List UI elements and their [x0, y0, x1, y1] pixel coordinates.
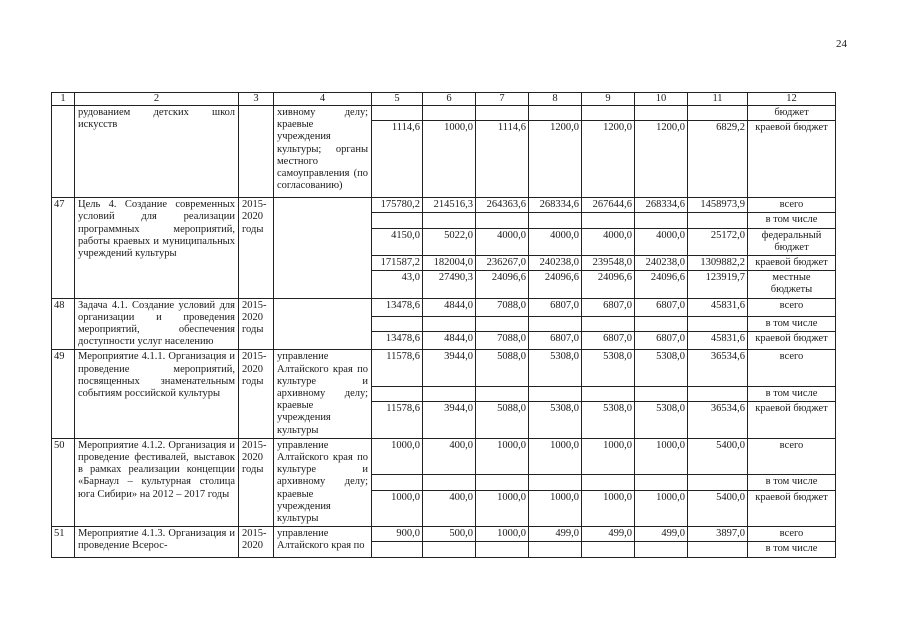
value-cell: 1458973,9	[688, 198, 748, 213]
table-row	[52, 298, 836, 316]
value-cell: 1000,0	[529, 490, 582, 527]
value-cell: 11578,6	[372, 402, 423, 439]
funding-source: федеральный бюджет	[748, 228, 836, 255]
value-cell: 400,0	[423, 490, 476, 527]
value-cell: 240238,0	[635, 256, 688, 271]
value-cell: 268334,6	[635, 198, 688, 213]
value-cell	[423, 542, 476, 557]
value-cell: 3897,0	[688, 527, 748, 542]
value-cell	[476, 387, 529, 402]
funding-source: в том числе	[748, 213, 836, 228]
value-cell: 900,0	[372, 527, 423, 542]
row-responsible: хивному делу; краевые учреждения культуры; органы местного самоуправления (по согласованию)	[274, 106, 372, 198]
value-cell: 268334,6	[529, 198, 582, 213]
value-cell	[688, 106, 748, 121]
column-header: 9	[582, 93, 635, 106]
row-period: 2015-2020 годы	[239, 198, 274, 298]
value-cell	[635, 213, 688, 228]
value-cell: 214516,3	[423, 198, 476, 213]
value-cell: 5088,0	[476, 350, 529, 387]
value-cell: 6829,2	[688, 121, 748, 198]
value-cell: 175780,2	[372, 198, 423, 213]
value-cell: 1200,0	[635, 121, 688, 198]
value-cell	[476, 213, 529, 228]
value-cell: 4844,0	[423, 298, 476, 316]
value-cell: 182004,0	[423, 256, 476, 271]
value-cell: 1000,0	[476, 490, 529, 527]
funding-source: краевой бюджет	[748, 490, 836, 527]
value-cell: 45831,6	[688, 332, 748, 350]
funding-source: краевой бюджет	[748, 121, 836, 198]
value-cell: 1000,0	[423, 121, 476, 198]
row-number: 48	[52, 298, 75, 350]
value-cell: 11578,6	[372, 350, 423, 387]
value-cell: 7088,0	[476, 298, 529, 316]
column-header: 3	[239, 93, 274, 106]
value-cell: 236267,0	[476, 256, 529, 271]
value-cell	[635, 106, 688, 121]
value-cell: 267644,6	[582, 198, 635, 213]
value-cell	[582, 542, 635, 557]
value-cell	[529, 316, 582, 331]
funding-source: бюджет	[748, 106, 836, 121]
column-header: 2	[75, 93, 239, 106]
value-cell: 5308,0	[582, 350, 635, 387]
value-cell: 24096,6	[582, 271, 635, 298]
value-cell	[688, 542, 748, 557]
value-cell	[688, 316, 748, 331]
funding-source: в том числе	[748, 387, 836, 402]
value-cell: 499,0	[582, 527, 635, 542]
funding-source: всего	[748, 438, 836, 475]
row-description: Мероприятие 4.1.3. Организация и проведение Всерос-	[75, 527, 239, 557]
value-cell: 1000,0	[529, 438, 582, 475]
row-number: 51	[52, 527, 75, 557]
funding-source: в том числе	[748, 475, 836, 490]
value-cell: 1000,0	[372, 438, 423, 475]
value-cell	[529, 542, 582, 557]
funding-source: всего	[748, 198, 836, 213]
table-row	[52, 350, 836, 387]
value-cell: 400,0	[423, 438, 476, 475]
value-cell: 6807,0	[635, 298, 688, 316]
value-cell: 240238,0	[529, 256, 582, 271]
value-cell	[423, 213, 476, 228]
row-period: 2015-2020 годы	[239, 438, 274, 526]
table-row	[52, 527, 836, 542]
value-cell: 1114,6	[476, 121, 529, 198]
column-header: 6	[423, 93, 476, 106]
row-description: Мероприятие 4.1.1. Организация и проведение мероприятий, посвященных знаменательным событиям российской культуры	[75, 350, 239, 438]
value-cell: 24096,6	[529, 271, 582, 298]
value-cell: 1000,0	[582, 490, 635, 527]
value-cell: 5308,0	[635, 402, 688, 439]
value-cell: 13478,6	[372, 298, 423, 316]
value-cell: 1000,0	[635, 490, 688, 527]
table-row	[52, 438, 836, 475]
value-cell: 264363,6	[476, 198, 529, 213]
value-cell	[635, 387, 688, 402]
value-cell: 4150,0	[372, 228, 423, 255]
row-responsible	[274, 298, 372, 350]
value-cell: 27490,3	[423, 271, 476, 298]
value-cell	[582, 387, 635, 402]
value-cell: 500,0	[423, 527, 476, 542]
value-cell	[688, 387, 748, 402]
value-cell	[688, 475, 748, 490]
value-cell: 43,0	[372, 271, 423, 298]
value-cell	[372, 542, 423, 557]
row-responsible: управление Алтайского края по культуре и архивному делу; краевые учреждения культуры	[274, 350, 372, 438]
value-cell: 4000,0	[476, 228, 529, 255]
value-cell: 5308,0	[635, 350, 688, 387]
table-header-row	[52, 93, 836, 106]
value-cell: 4844,0	[423, 332, 476, 350]
funding-source: в том числе	[748, 316, 836, 331]
value-cell: 6807,0	[529, 332, 582, 350]
value-cell	[582, 213, 635, 228]
value-cell	[372, 387, 423, 402]
value-cell: 1000,0	[582, 438, 635, 475]
value-cell	[372, 475, 423, 490]
value-cell: 5022,0	[423, 228, 476, 255]
value-cell: 36534,6	[688, 402, 748, 439]
value-cell	[635, 316, 688, 331]
value-cell	[372, 213, 423, 228]
value-cell	[688, 213, 748, 228]
value-cell: 5308,0	[529, 350, 582, 387]
value-cell	[582, 475, 635, 490]
value-cell: 4000,0	[529, 228, 582, 255]
value-cell	[423, 316, 476, 331]
value-cell	[372, 316, 423, 331]
value-cell: 13478,6	[372, 332, 423, 350]
value-cell: 499,0	[635, 527, 688, 542]
value-cell: 1309882,2	[688, 256, 748, 271]
value-cell: 7088,0	[476, 332, 529, 350]
page-number: 24	[836, 38, 847, 50]
value-cell: 5400,0	[688, 490, 748, 527]
row-description: Задача 4.1. Создание условий для организации и проведения мероприятий, обеспечения доступности услуг населению	[75, 298, 239, 350]
row-description: Мероприятие 4.1.2. Организация и проведение фестивалей, выставок в рамках реализации концепции «Барнаул – культурная столица юга Сибири» на 2012 – 2017 годы	[75, 438, 239, 526]
column-header: 5	[372, 93, 423, 106]
value-cell: 6807,0	[529, 298, 582, 316]
budget-table	[51, 92, 836, 558]
funding-source: всего	[748, 298, 836, 316]
value-cell	[635, 542, 688, 557]
value-cell	[423, 387, 476, 402]
column-header: 10	[635, 93, 688, 106]
value-cell: 25172,0	[688, 228, 748, 255]
funding-source: в том числе	[748, 542, 836, 557]
funding-source: краевой бюджет	[748, 332, 836, 350]
value-cell	[476, 542, 529, 557]
value-cell: 1114,6	[372, 121, 423, 198]
value-cell	[529, 106, 582, 121]
column-header: 7	[476, 93, 529, 106]
row-number: 47	[52, 198, 75, 298]
value-cell: 5400,0	[688, 438, 748, 475]
column-header: 11	[688, 93, 748, 106]
row-number: 50	[52, 438, 75, 526]
value-cell: 45831,6	[688, 298, 748, 316]
column-header: 1	[52, 93, 75, 106]
value-cell	[476, 106, 529, 121]
funding-source: всего	[748, 350, 836, 387]
value-cell	[476, 316, 529, 331]
value-cell: 239548,0	[582, 256, 635, 271]
value-cell: 5308,0	[529, 402, 582, 439]
row-number: 49	[52, 350, 75, 438]
value-cell: 1000,0	[476, 438, 529, 475]
table-row	[52, 198, 836, 213]
value-cell: 6807,0	[635, 332, 688, 350]
funding-source: краевой бюджет	[748, 402, 836, 439]
value-cell: 6807,0	[582, 298, 635, 316]
funding-source: всего	[748, 527, 836, 542]
continuation-row	[52, 106, 836, 121]
value-cell: 6807,0	[582, 332, 635, 350]
value-cell: 1200,0	[582, 121, 635, 198]
row-description: рудованием детских школ искусств	[75, 106, 239, 198]
row-description: Цель 4. Создание современных условий для реализации программных мероприятий, работы краевых и муниципальных учреждений культуры	[75, 198, 239, 298]
value-cell: 5088,0	[476, 402, 529, 439]
value-cell	[423, 106, 476, 121]
value-cell: 3944,0	[423, 350, 476, 387]
row-number	[52, 106, 75, 198]
column-header: 8	[529, 93, 582, 106]
value-cell	[529, 387, 582, 402]
row-period: 2015-2020 годы	[239, 298, 274, 350]
value-cell	[635, 475, 688, 490]
value-cell	[529, 475, 582, 490]
row-period: 2015-2020	[239, 527, 274, 557]
value-cell: 171587,2	[372, 256, 423, 271]
row-period	[239, 106, 274, 198]
row-period: 2015-2020 годы	[239, 350, 274, 438]
value-cell: 5308,0	[582, 402, 635, 439]
value-cell: 4000,0	[582, 228, 635, 255]
value-cell	[476, 475, 529, 490]
value-cell	[423, 475, 476, 490]
value-cell: 1000,0	[372, 490, 423, 527]
value-cell: 499,0	[529, 527, 582, 542]
value-cell: 24096,6	[635, 271, 688, 298]
value-cell: 3944,0	[423, 402, 476, 439]
value-cell: 123919,7	[688, 271, 748, 298]
value-cell: 24096,6	[476, 271, 529, 298]
row-responsible: управление Алтайского края по культуре и архивному делу; краевые учреждения культуры	[274, 438, 372, 526]
row-responsible: управление Алтайского края по	[274, 527, 372, 557]
column-header: 12	[748, 93, 836, 106]
funding-source: местные бюджеты	[748, 271, 836, 298]
value-cell: 1200,0	[529, 121, 582, 198]
row-responsible	[274, 198, 372, 298]
value-cell: 4000,0	[635, 228, 688, 255]
value-cell: 1000,0	[635, 438, 688, 475]
value-cell: 36534,6	[688, 350, 748, 387]
value-cell	[372, 106, 423, 121]
value-cell	[582, 316, 635, 331]
value-cell	[582, 106, 635, 121]
funding-source: краевой бюджет	[748, 256, 836, 271]
value-cell: 1000,0	[476, 527, 529, 542]
value-cell	[529, 213, 582, 228]
column-header: 4	[274, 93, 372, 106]
